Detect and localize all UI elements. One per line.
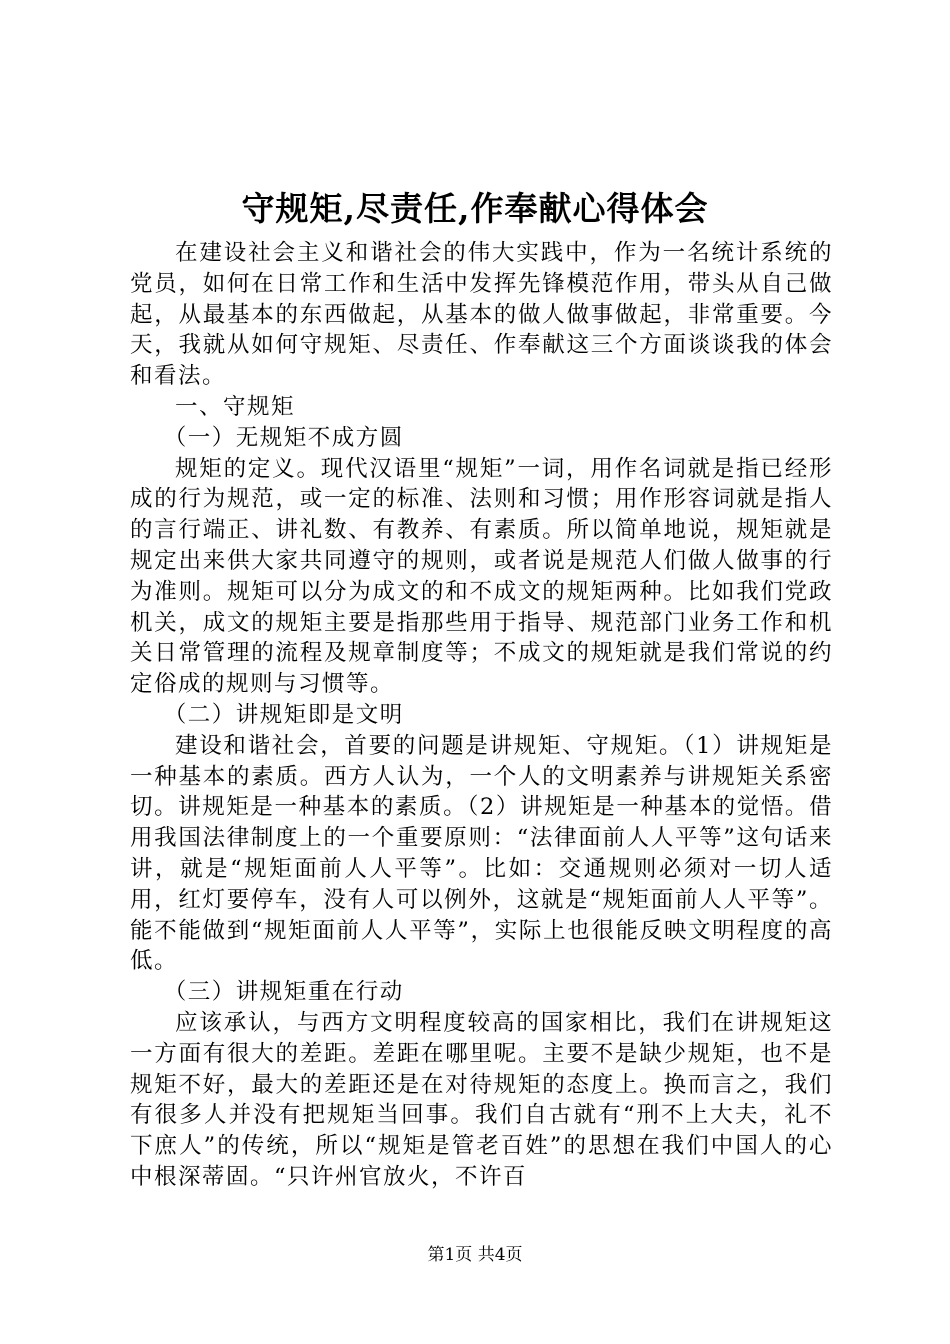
page-footer: 第1页 共4页 bbox=[427, 1245, 523, 1265]
paragraph: 规矩的定义。现代汉语里“规矩”一词，用作名词就是指已经形成的行为规范，或一定的标准、法则和习惯；用作形容词就是指人的言行端正、讲礼数、有教养、有素质。所以简单地说，规矩就是规定出来供大家共同遵守的规则，或者说是规范人们做人做事的行为准则。规矩可以分为成文的和不成文的规矩两种。比如我们党政机关，成文的规矩主要是指那些用于指导、规范部门业务工作和机关日常管理的流程及规章制度等；不成文的规矩就是我们常说的约定俗成的规则与习惯等。 bbox=[130, 455, 833, 698]
paragraph: 建设和谐社会，首要的问题是讲规矩、守规矩。（1）讲规矩是一种基本的素质。西方人认为，一个人的文明素养与讲规矩关系密切。讲规矩是一种基本的素质。（2）讲规矩是一种基本的觉悟。借用我国法律制度上的一个重要原则：“法律面前人人平等”这句话来讲，就是“规矩面前人人平等”。比如：交通规则必须对一切人适用，红灯要停车，没有人可以例外，这就是“规矩面前人人平等”。能不能做到“规矩面前人人平等”，实际上也很能反映文明程度的高低。 bbox=[130, 732, 833, 975]
section-heading: 一、守规矩 bbox=[175, 393, 296, 420]
paragraph: 应该承认，与西方文明程度较高的国家相比，我们在讲规矩这一方面有很大的差距。差距在哪里呢。主要不是缺少规矩，也不是规矩不好，最大的差距还是在对待规矩的态度上。换而言之，我们有很多人并没有把规矩当回事。我们自古就有“刑不上大夫，礼不下庶人”的传统，所以“规矩是管老百姓”的思想在我们中国人的心中根深蒂固。“只许州官放火，不许百 bbox=[130, 1009, 833, 1190]
paragraph: 在建设社会主义和谐社会的伟大实践中，作为一名统计系统的党员，如何在日常工作和生活中发挥先锋模范作用，带头从自己做起，从最基本的东西做起，从基本的做人做事做起，非常重要。今天，我就从如何守规矩、尽责任、作奉献这三个方面谈谈我的体会和看法。 bbox=[130, 240, 833, 390]
subsection-heading: （一）无规矩不成方圆 bbox=[163, 424, 404, 451]
subsection-heading: （二）讲规矩即是文明 bbox=[163, 701, 404, 728]
document-title: 守规矩,尽责任,作奉献心得体会 bbox=[241, 189, 709, 228]
subsection-heading: （三）讲规矩重在行动 bbox=[163, 979, 404, 1006]
document-body bbox=[130, 238, 833, 1193]
